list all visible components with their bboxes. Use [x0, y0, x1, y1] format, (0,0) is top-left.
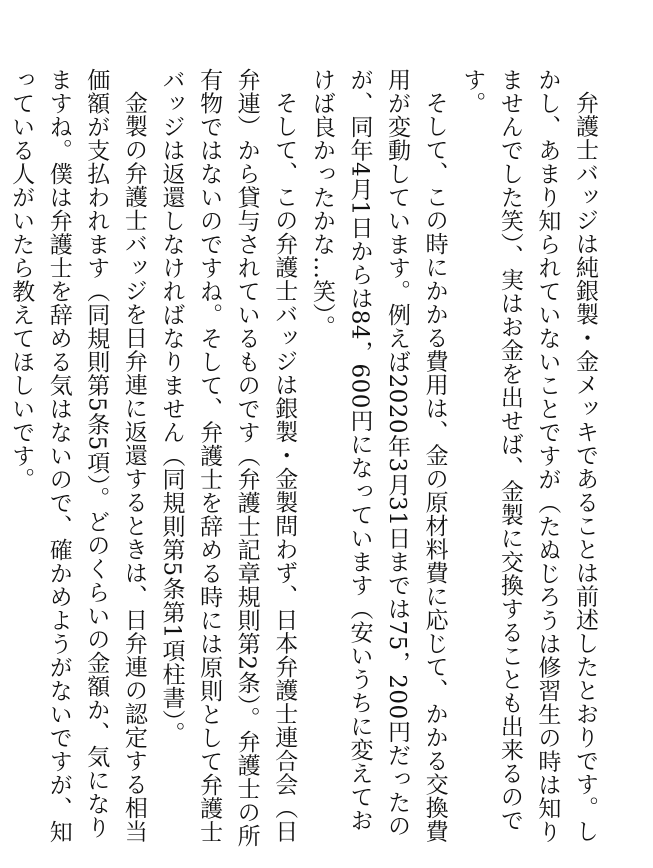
paragraph-2: そして、この時にかかる費用は、金の原材料費に応じて、かかる交換費用が変動しています。例えば2020年3月31日までは75，200円だったのが、同年4月1日からは84，600円になっています（安いうちに変えておけば良かったかな…笑）。	[308, 68, 448, 843]
paragraph-4: 金製の弁護士バッジを日弁連に返還するときは、日弁連の認定する相当価額が支払われます（同規則第5条5項）。どのくらいの金額か、気になりますね。僕は弁護士を辞める気はないので、確かめようがないですが、知っている人がいたら教えてほしいです。	[8, 68, 147, 844]
vertical-text-body	[2, 68, 604, 848]
paragraph-1: 弁護士バッジは純銀製・金メッキであることは前述したとおりです。しかし、あまり知られていないことですが（たぬじろうは修習生の時は知りませんでした笑）、実はお金を出せば、金製に交換することも出来るのです。	[459, 68, 598, 844]
paragraph-3: そして、この弁護士バッジは銀製・金製問わず、日本弁護士連合会（日弁連）から貸与されているものです（弁護士記章規則第2条）。弁護士の所有物ではないのですね。そして、弁護士を辞める時には原則として弁護士バッジは返還しなければなりません（同規則第5条第1項柱書）。	[158, 68, 298, 848]
